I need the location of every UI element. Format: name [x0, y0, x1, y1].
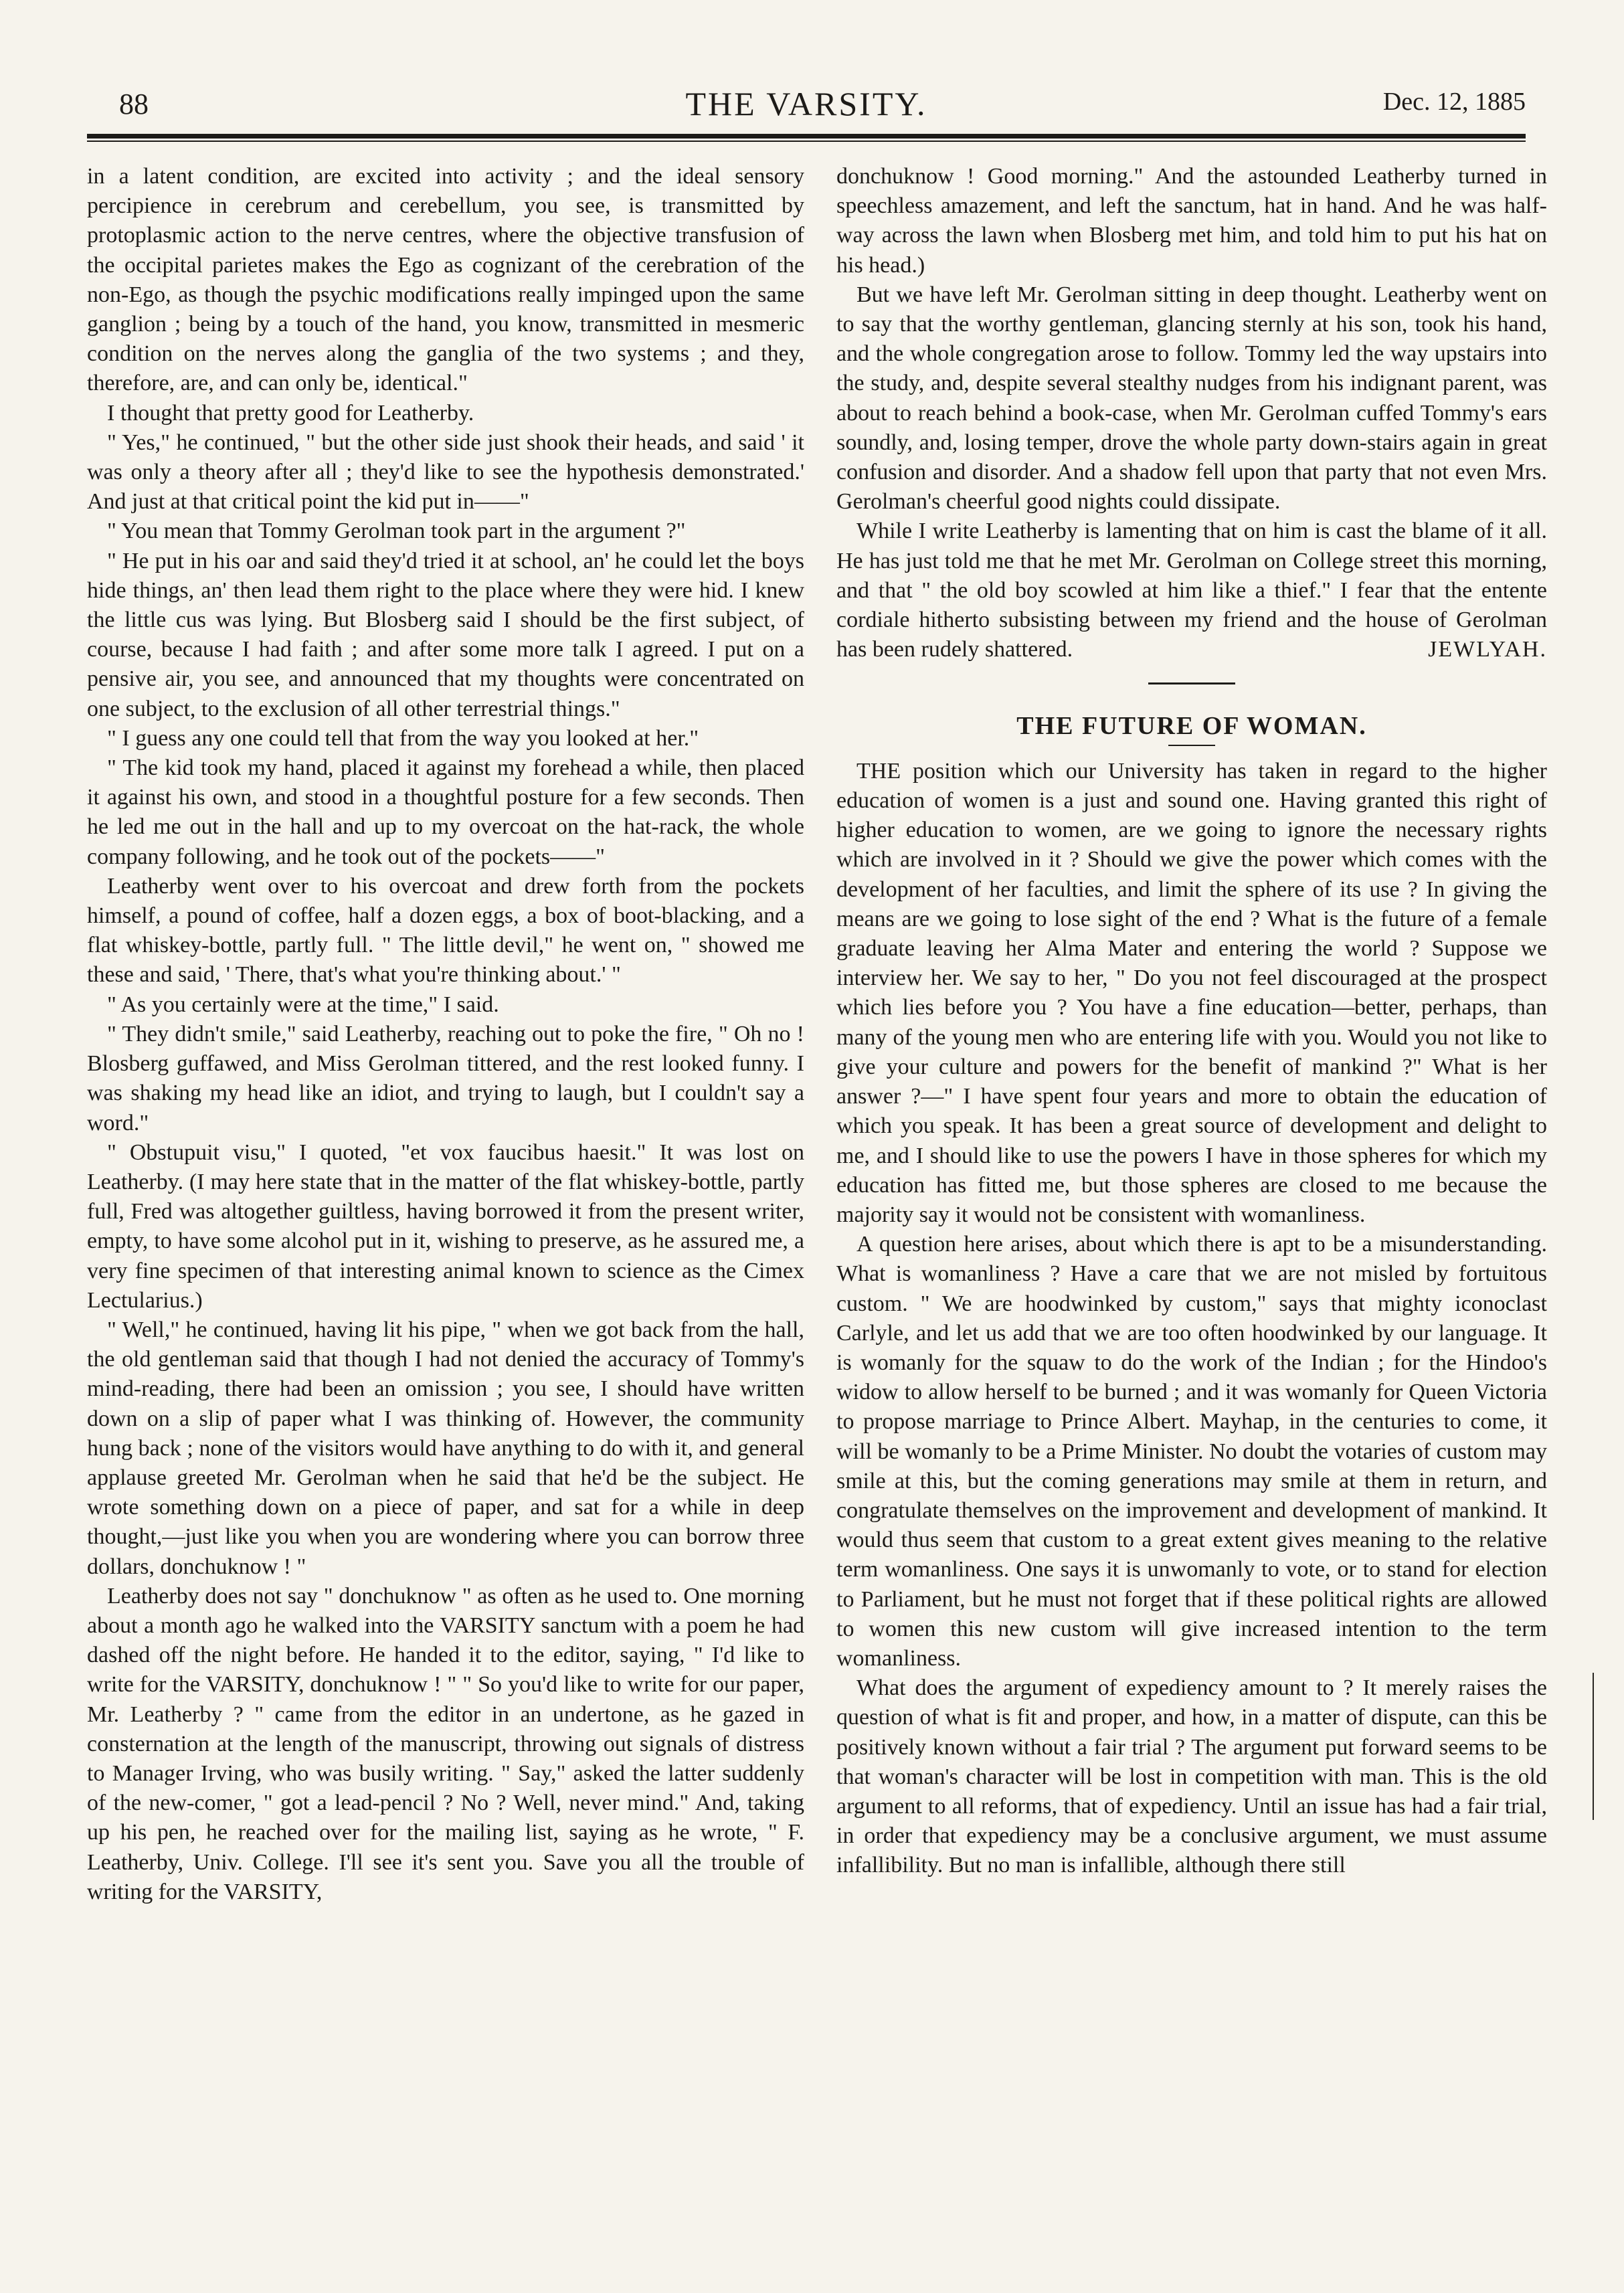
paragraph: What does the argument of expediency amount to ? It merely raises the question of what is fit and proper, and how, in a matter of dispute, can this be positively known without a fair trial ? The argument put forward seems to be that woman's character will be lost in competition with man. This is the old argument to all reforms, that of expediency. Until an issue has had a fair trial, in order that expediency may be a conclusive argument, we must assume infallibility. But no man is infallible, although there still: [836, 1675, 1547, 1878]
paragraph: " He put in his oar and said they'd tried it at school, an' he could let the boys hide things, an' then lead them right to the place where they were hid. I knew the little cus was lying. But Blosberg said I should be the first subject, of course, because I had faith ; and after some more talk I agreed. I put on a pensive air, you see, and announced that my thoughts were concentrated on one subject, to the exclusion of all other terrestrial things.": [87, 548, 804, 721]
paragraph: " They didn't smile," said Leatherby, reaching out to poke the fire, " Oh no ! Blosberg guffawed, and Miss Gerolman tittered, and the rest looked funny. I was shaking my head like an idiot, and trying to laugh, but I couldn't say a word.": [87, 1021, 804, 1135]
paragraph: " As you certainly were at the time," I said.: [107, 992, 499, 1017]
issue-date: Dec. 12, 1885: [1382, 88, 1526, 116]
section-divider: [1148, 682, 1235, 684]
paragraph: " Yes," he continued, " but the other side just shook their heads, and said ' it was only a theory after all ; they'd like to see the hypothesis demonstrated.' And just at that critical point the kid put in——": [87, 430, 804, 515]
masthead: [87, 80, 1526, 127]
paragraph: Leatherby does not say " donchuknow " as often as he used to. One morning about a month ago he walked into the VARSITY sanctum with a poem he had dashed off the night before. He handed it to the editor, saying, " I'd like to write for the VARSITY, donchuknow ! " " So you'd like to write for our paper, Mr. Leatherby ? " came from the editor in an undertone, as he gazed in consternation at the length of the manuscript, throwing out signals of distress to Manager Irving, who was busily writing. " Say," asked the latter suddenly of the new-comer, " got a lead-pencil ? No ? Well, never mind." And, taking up his pen, he reached over for the mailing list, saying as he wrote, " F. Leatherby, Univ. College. I'll see it's sent you. Save you all the trouble of writing for the VARSITY,: [87, 1583, 804, 1904]
author-signature: JEWLYAH.: [1428, 637, 1547, 662]
paragraph: " The kid took my hand, placed it against my forehead a while, then placed it against his own, and stood in a thoughtful posture for a few seconds. Then he led me out in the hall and up to my overcoat on the hat-rack, the whole company following, and he took out of the pockets——": [87, 755, 804, 869]
paragraph: in a latent condition, are excited into activity ; and the ideal sensory percipience in cerebrum and cerebellum, you see, is transmitted by protoplasmic action to the nerve centres, where the objective transfusion of the occipital parietes makes the Ego as cognizant of the cerebration of the non-Ego, as though the psychic modifications really impinged upon the same ganglion ; being by a touch of the hand, you know, transmitted in mesmeric condition on the nerves along the ganglia of the two systems ; and they, therefore, are, and can only be, identical.": [87, 164, 804, 396]
left-column: [87, 162, 804, 1907]
paragraph: " Obstupuit visu," I quoted, "et vox faucibus haesit." It was lost on Leatherby. (I may here state that in the matter of the flat whiskey-bottle, partly full, Fred was altogether guiltless, having borrowed it from the present writer, empty, to have some alcohol put in it, wishing to preserve, as he assured me, a very fine specimen of that interesting animal known to science as the Cimex Lectularius.): [87, 1139, 804, 1313]
paragraph: A question here arises, about which there is apt to be a misunderstanding. What is womanliness ? Have a care that we are not misled by fortuitous custom. " We are hoodwinked by custom," says that mighty iconoclast Carlyle, and let us add that we are too often hoodwinked by our language. It is womanly for the squaw to do the work of the Indian ; for the Hindoo's widow to allow herself to be burned ; and it was womanly for Queen Victoria to propose marriage to Prince Albert. Mayhap, in the centuries to come, it will be womanly to be a Prime Minister. No doubt the votaries of custom may smile at this, but the coming generations may smile at them in return, and congratulate themselves on the improvement and development of mankind. It would thus seem that custom to a great extent gives meaning to the relative term womanliness. One says it is unwomanly to vote, or to stand for election to Parliament, but he must not forget that if these political rights are allowed to women this new custom will give increased intention to the term womanliness.: [836, 1232, 1547, 1671]
paragraph: " I guess any one could tell that from the way you looked at her.": [107, 725, 699, 751]
paragraph: " You mean that Tommy Gerolman took part in the argument ?": [107, 519, 686, 544]
page-edge-mark: [1593, 1673, 1594, 1820]
paragraph: THE position which our University has taken in regard to the higher education of women is a just and sound one. Having granted this right of higher education to women, are we going to ignore the necessary rights which are involved in it ? Should we give the power which comes with the development of her faculties, and limit the sphere of its use ? In giving the means are we going to lose sight of the end ? What is the future of a female graduate leaving her Alma Mater and entering the world ? Suppose we interview her. We say to her, " Do you not feel discouraged at the prospect which lies before you ? You have a fine education—better, perhaps, than many of the young men who are entering life with you. Would you not like to give your culture and powers for the benefit of mankind ?" What is her answer ?—" I have spent four years and more to obtain the education of which you speak. It has been a great source of development and delight to me, and I should like to use the powers I have in those spheres for which my education has fitted me, but those spheres are closed to me because the majority say it would not be consistent with womanliness.: [836, 758, 1547, 1227]
header-rule-thin: [87, 141, 1526, 142]
paragraph: " Well," he continued, having lit his pipe, " when we got back from the hall, the old gentleman said that though I had not denied the accuracy of Tommy's mind-reading, there had been an omission ; you see, I should have written down on a slip of paper what I was thinking of. However, the community hung back ; none of the visitors would have anything to do with it, and general applause greeted Mr. Gerolman when he said that he'd be the subject. He wrote something down on a piece of paper, and sat for a while in deep thought,—just like you when you are wondering where you can borrow three dollars, donchuknow ! ": [87, 1317, 804, 1579]
page-number: 88: [119, 88, 149, 120]
article-title: THE FUTURE OF WOMAN.: [1016, 711, 1367, 740]
right-column: [836, 162, 1547, 1881]
paragraph: donchuknow ! Good morning." And the astounded Leatherby turned in speechless amazement, and left the sanctum, hat in hand. And he was half-way across the lawn when Blosberg met him, and told him to put his hat on his head.): [836, 164, 1547, 278]
header-rule-thick: [87, 134, 1526, 139]
paragraph: But we have left Mr. Gerolman sitting in deep thought. Leatherby went on to say that the worthy gentleman, glancing sternly at his son, took his hand, and the whole congregation arose to follow. Tommy led the way upstairs into the study, and, despite several stealthy nudges from his indignant parent, was about to reach behind a book-case, when Mr. Gerolman cuffed Tommy's ears soundly, and, losing temper, drove the whole party down-stairs again in great confusion and disorder. And a shadow fell upon that party that not even Mrs. Gerolman's cheerful good nights could dissipate.: [836, 282, 1547, 515]
paragraph: Leatherby went over to his overcoat and drew forth from the pockets himself, a pound of coffee, half a dozen eggs, a box of boot-blacking, and a flat whiskey-bottle, partly full. " The little devil," he went on, " showed me these and said, ' There, that's what you're thinking about.' ": [87, 873, 804, 988]
paragraph: While I write Leatherby is lamenting that on him is cast the blame of it all. He has just told me that he met Mr. Gerolman on College street this morning, and that " the old boy scowled at him like a thief." I fear that the entente cordiale hitherto subsisting between my friend and the house of Gerolman has been rudely shattered.: [836, 519, 1547, 662]
paragraph: I thought that pretty good for Leatherby.: [107, 400, 474, 426]
title-underline: [1168, 745, 1215, 746]
publication-title: THE VARSITY.: [685, 85, 927, 122]
